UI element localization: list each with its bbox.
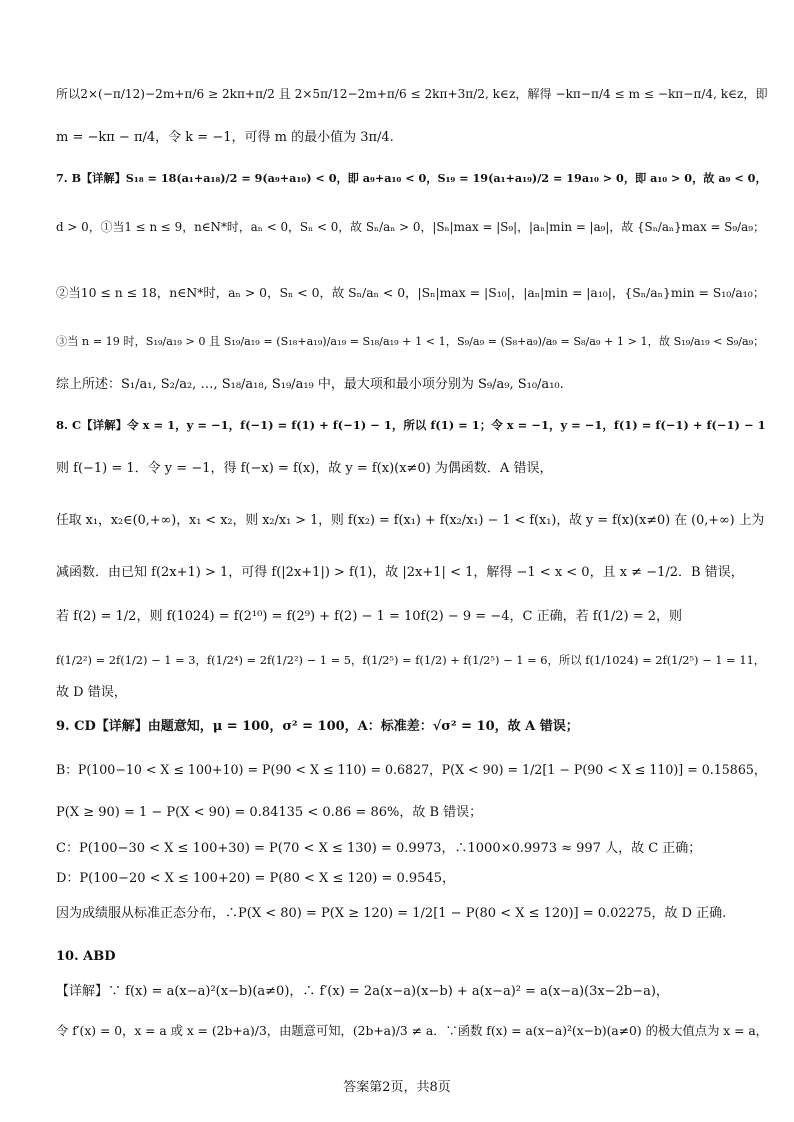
question-7-answer: 7. B【详解】S₁₈ = 18(a₁+a₁₈)/2 = 9(a₉+a₁₀) < 0，即 a₉+a₁₀ < 0，S₁₉ = 19(a₁+a₁₉)/2 = 19a₁₀ > 0，即 a₁₀ > 0，故 a₉ < 0，	[56, 171, 767, 185]
question-9-answer: 9. CD【详解】由题意知，μ = 100，σ² = 100，A：标准差：√σ² = 10，故 A 错误；	[56, 719, 579, 734]
text-line: C：P(100−30 < X ≤ 100+30) = P(70 < X ≤ 130) = 0.9973，∴1000×0.9973 ≈ 997 人，故 C 正确；	[56, 841, 702, 856]
text-line: 令 f′(x) = 0，x = a 或 x = (2b+a)/3，由题意可知，(2b+a)/3 ≠ a．∵函数 f(x) = a(x−a)²(x−b)(a≠0) 的极大值点为 x = a，	[56, 1024, 768, 1038]
text-line: 则 f(−1) = 1．令 y = −1，得 f(−x) = f(x)，故 y = f(x)(x≠0) 为偶函数．A 错误，	[56, 461, 553, 476]
text-line: 任取 x₁，x₂∈(0,+∞)，x₁ < x₂，则 x₂/x₁ > 1，则 f(x₂) = f(x₁) + f(x₂/x₁) − 1 < f(x₁)，故 y = f(x)(x≠0) 在 (0,+∞) 上为	[56, 513, 765, 528]
text-line: 综上所述：S₁/a₁, S₂/a₂, …, S₁₈/a₁₈, S₁₉/a₁₉ 中，最大项和最小项分别为 S₉/a₉, S₁₀/a₁₀.	[56, 377, 564, 392]
text-line: m = −kπ − π/4，令 k = −1，可得 m 的最小值为 3π/4.	[56, 130, 394, 145]
text-line: P(X ≥ 90) = 1 − P(X < 90) = 0.84135 < 0.86 = 86%，故 B 错误；	[56, 805, 483, 820]
text-line: 所以2×(−π/12)−2m+π/6 ≥ 2kπ+π/2 且 2×5π/12−2m+π/6 ≤ 2kπ+3π/2, k∈z，解得 −kπ−π/4 ≤ m ≤ −kπ−π/4, k∈z，即	[56, 87, 768, 101]
text-line: ②当10 ≤ n ≤ 18，n∈N*时，aₙ > 0，Sₙ < 0，故 Sₙ/aₙ < 0，|Sₙ|max = |S₁₀|，|aₙ|min = |a₁₀|，{Sₙ/aₙ}min = S₁₀/a₁₀；	[56, 285, 766, 300]
text-line: D：P(100−20 < X ≤ 100+20) = P(80 < X ≤ 120) = 0.9545，	[56, 871, 455, 886]
text-line: ③当 n = 19 时，S₁₉/a₁₉ > 0 且 S₁₉/a₁₉ = (S₁₈+a₁₉)/a₁₉ = S₁₈/a₁₉ + 1 < 1，S₉/a₉ = (S₈+a₉)/a₉ = S₈/a₉ + 1 > 1，故 S₁₉/a₁₉ < S₉/a₉；	[56, 335, 765, 348]
question-8-answer: 8. C【详解】令 x = 1，y = −1，f(−1) = f(1) + f(−1) − 1，所以 f(1) = 1；令 x = −1，y = −1，f(1) = f(−1) + f(−1) − 1	[56, 418, 766, 432]
text-line: 减函数．由已知 f(2x+1) > 1，可得 f(|2x+1|) > f(1)，故 |2x+1| < 1，解得 −1 < x < 0，且 x ≠ −1/2．B 错误，	[56, 565, 744, 580]
text-line: d > 0，①当1 ≤ n ≤ 9，n∈N*时，aₙ < 0，Sₙ < 0，故 Sₙ/aₙ > 0，|Sₙ|max = |S₉|，|aₙ|min = |a₉|，故 {Sₙ/aₙ}max = S₉/a₉；	[56, 220, 765, 234]
text-line: 若 f(2) = 1/2，则 f(1024) = f(2¹⁰) = f(2⁹) + f(2) − 1 = 10f(2) − 9 = −4，C 正确，若 f(1/2) = 2，则	[56, 609, 683, 624]
text-line: 因为成绩服从标准正态分布，∴P(X < 80) = P(X ≥ 120) = 1/2[1 − P(80 < X ≤ 120)] = 0.02275，故 D 正确.	[56, 906, 727, 921]
page-footer: 答案第2页，共8页	[343, 1080, 451, 1095]
text-line: 故 D 错误，	[56, 685, 127, 700]
text-line: B：P(100−10 < X ≤ 100+10) = P(90 < X ≤ 110) = 0.6827，P(X < 90) = 1/2[1 − P(90 < X ≤ 110)] = 0.15865，	[56, 762, 767, 777]
text-line: f(1/2²) = 2f(1/2) − 1 = 3，f(1/2⁴) = 2f(1/2²) − 1 = 5，f(1/2⁵) = f(1/2) + f(1/2⁵) − 1 = 6，所以 f(1/1024) = 2f(1/2⁵) − 1 = 11，	[56, 653, 766, 667]
question-10-answer: 10. ABD	[56, 949, 116, 964]
text-line: 【详解】∵ f(x) = a(x−a)²(x−b)(a≠0)，∴ f′(x) = 2a(x−a)(x−b) + a(x−a)² = a(x−a)(3x−2b−a)，	[56, 984, 669, 999]
